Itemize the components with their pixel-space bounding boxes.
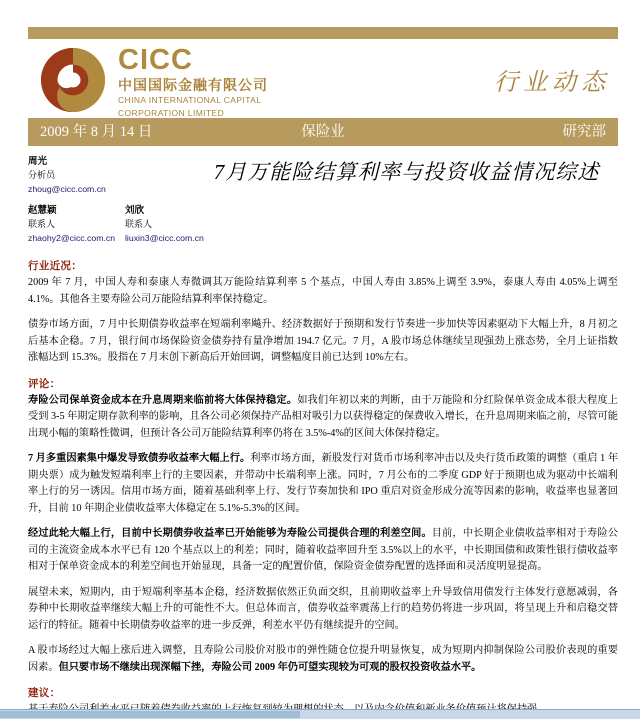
- analyst-entry: [28, 204, 125, 245]
- analyst-name: 周光: [28, 156, 48, 167]
- recent-paragraph-2: 债券市场方面，7 月中长期债券收益率在短端利率飚升、经济数据好于预期和发行节奏进一步加快等因素驱动下大幅上升，8 月初之后基本企稳。7 月，银行间市场保险资金债券持有量净增加 194.7 亿元。7 月，A 股市场总体继续呈现强劲上涨态势，全月上证指数涨幅达到 15.3%。股指在 7 月末创下新高后开始回调，调整幅度目前已达到 10%左右。: [28, 319, 618, 364]
- comment-paragraph-5-emphasis: 但只要市场不继续出现深幅下挫，寿险公司 2009 年仍可望实现较为可观的股权投资收益水平。: [58, 661, 482, 673]
- report-kind-label: 行业动态: [494, 70, 610, 96]
- comment-paragraph-2-body: 利率市场方面，新股发行对货币市场利率冲击以及央行货币政策的调整（重启 1 年期央票）成为触发短端利率上行的主要因素，并带动中长端利率上涨。同时，7 月公布的二季度 GDP 好于预期也成为驱动中长端利率上行的另一诱因。信用市场方面，随着基础利率上行、发行节奏加快和 IPO 重启对资金形成分流等因素的影响，收益率也显著回升，目前 10 年期企业债收益率大体稳定在 5.1%-5.3%的区间。: [28, 453, 619, 514]
- report-info-band: [28, 118, 618, 146]
- masthead: [28, 44, 618, 119]
- section-heading-advice: 建议：: [28, 687, 61, 700]
- comment-paragraph-3-body: 目前，中长期企业债收益率相对于寿险公司的主流资金成本水平已有 120 个基点以上的利差；同时，随着收益率回升至 3.5%以上的水平，中长期国债和政策性银行债收益率相对于保单资金成本的利差空间也开始显现，具备一定的配置价值，保险资金债券配置的选择面和灵活度明显提高。: [28, 528, 618, 573]
- comment-paragraph-5-body: A 股市场经过大幅上涨后进入调整，且寿险公司股价对股市的弹性随仓位提升明显恢复，成为短期内抑制保险公司股价表现的重要因素。: [28, 645, 618, 673]
- scrollbar-thumb[interactable]: [0, 711, 300, 718]
- analyst-entry: [28, 155, 125, 196]
- section-heading-recent: 行业近况：: [28, 260, 82, 272]
- comment-paragraph-5: [28, 643, 618, 676]
- recent-paragraph-1: 2009 年 7 月，中国人寿和泰康人寿微调其万能险结算利率 5 个基点，中国人寿由 3.85%上调至 3.9%，泰康人寿由 4.05%上调至 4.1%。其他各主要寿险公司万能险结算利率保持稳定。: [28, 277, 618, 305]
- section-heading-comment: 评论：: [28, 377, 61, 390]
- comment-paragraph-1-body: 如我们年初以来的判断，由于万能险和分红险保单资金成本很大程度上受到 3-5 年期定期存款利率的影响，且各公司必须保持产品相对吸引力以获得稳定的保费收入增长，在升息周期来临之前，尽管可能出现小幅的策略性微调，但预计各公司万能险结算利率仍将在 3.5%-4%的区间大体保持稳定。: [28, 394, 619, 439]
- report-department: 研究部: [562, 124, 606, 140]
- brand-name-cn: 中国国际金融有限公司: [118, 77, 268, 93]
- comment-paragraph-2: [28, 451, 618, 517]
- analyst-email[interactable]: liuxin3@cicc.com.cn: [125, 232, 204, 243]
- brand-name-en-line1: CHINA INTERNATIONAL CAPITAL: [118, 95, 262, 106]
- analyst-name: 刘欣: [125, 204, 145, 216]
- report-industry: 保险业: [301, 124, 345, 140]
- brand-abbr: CICC: [118, 44, 193, 76]
- cicc-spiral-logo-icon: [40, 47, 106, 113]
- comment-paragraph-3-lead: 经过此轮大幅上行，目前中长期债券收益率已开始能够为寿险公司提供合理的利差空间。: [28, 528, 432, 540]
- comment-paragraph-1-lead: 寿险公司保单资金成本在升息周期来临前将大体保持稳定。: [28, 394, 298, 406]
- comment-paragraph-4: 展望未来，短期内，由于短端利率基本企稳，经济数据依然正负面交织，且前期收益率上升导致信用债发行主体发行意愿减弱，各券种中长期收益率继续大幅上升的可能性不大。但总体而言，债券收益率震荡上行的趋势仍将进一步巩固，将呈现上升和启稳交替运行的特征。随着中长期债券收益率的进一步反弹，利差水平仍有继续提升的空间。: [28, 586, 618, 631]
- report-body: [28, 258, 618, 728]
- analyst-role: 联系人: [125, 219, 153, 230]
- horizontal-scrollbar[interactable]: [0, 709, 640, 719]
- top-gold-rule: [28, 27, 618, 39]
- comment-paragraph-3: [28, 526, 618, 576]
- analyst-entry: [125, 204, 222, 245]
- brand-lockup: [118, 46, 268, 119]
- analyst-role: 联系人: [28, 219, 56, 230]
- comment-paragraph-1: [28, 393, 618, 443]
- brand-name-en-line2: CORPORATION LIMITED: [118, 108, 225, 119]
- analyst-role: 分析员: [28, 170, 56, 181]
- page-title: 7月万能险结算利率与投资收益情况综述: [213, 160, 600, 184]
- analyst-name: 赵慧颖: [28, 204, 57, 216]
- analyst-row-contacts: [28, 204, 228, 245]
- analyst-email[interactable]: zhoug@cicc.com.cn: [28, 183, 106, 194]
- analyst-email[interactable]: zhaohy2@cicc.com.cn: [28, 232, 116, 243]
- comment-paragraph-2-lead: 7 月多重因素集中爆发导致债券收益率大幅上行。: [28, 453, 251, 465]
- report-date: 2009 年 8 月 14 日: [40, 124, 153, 140]
